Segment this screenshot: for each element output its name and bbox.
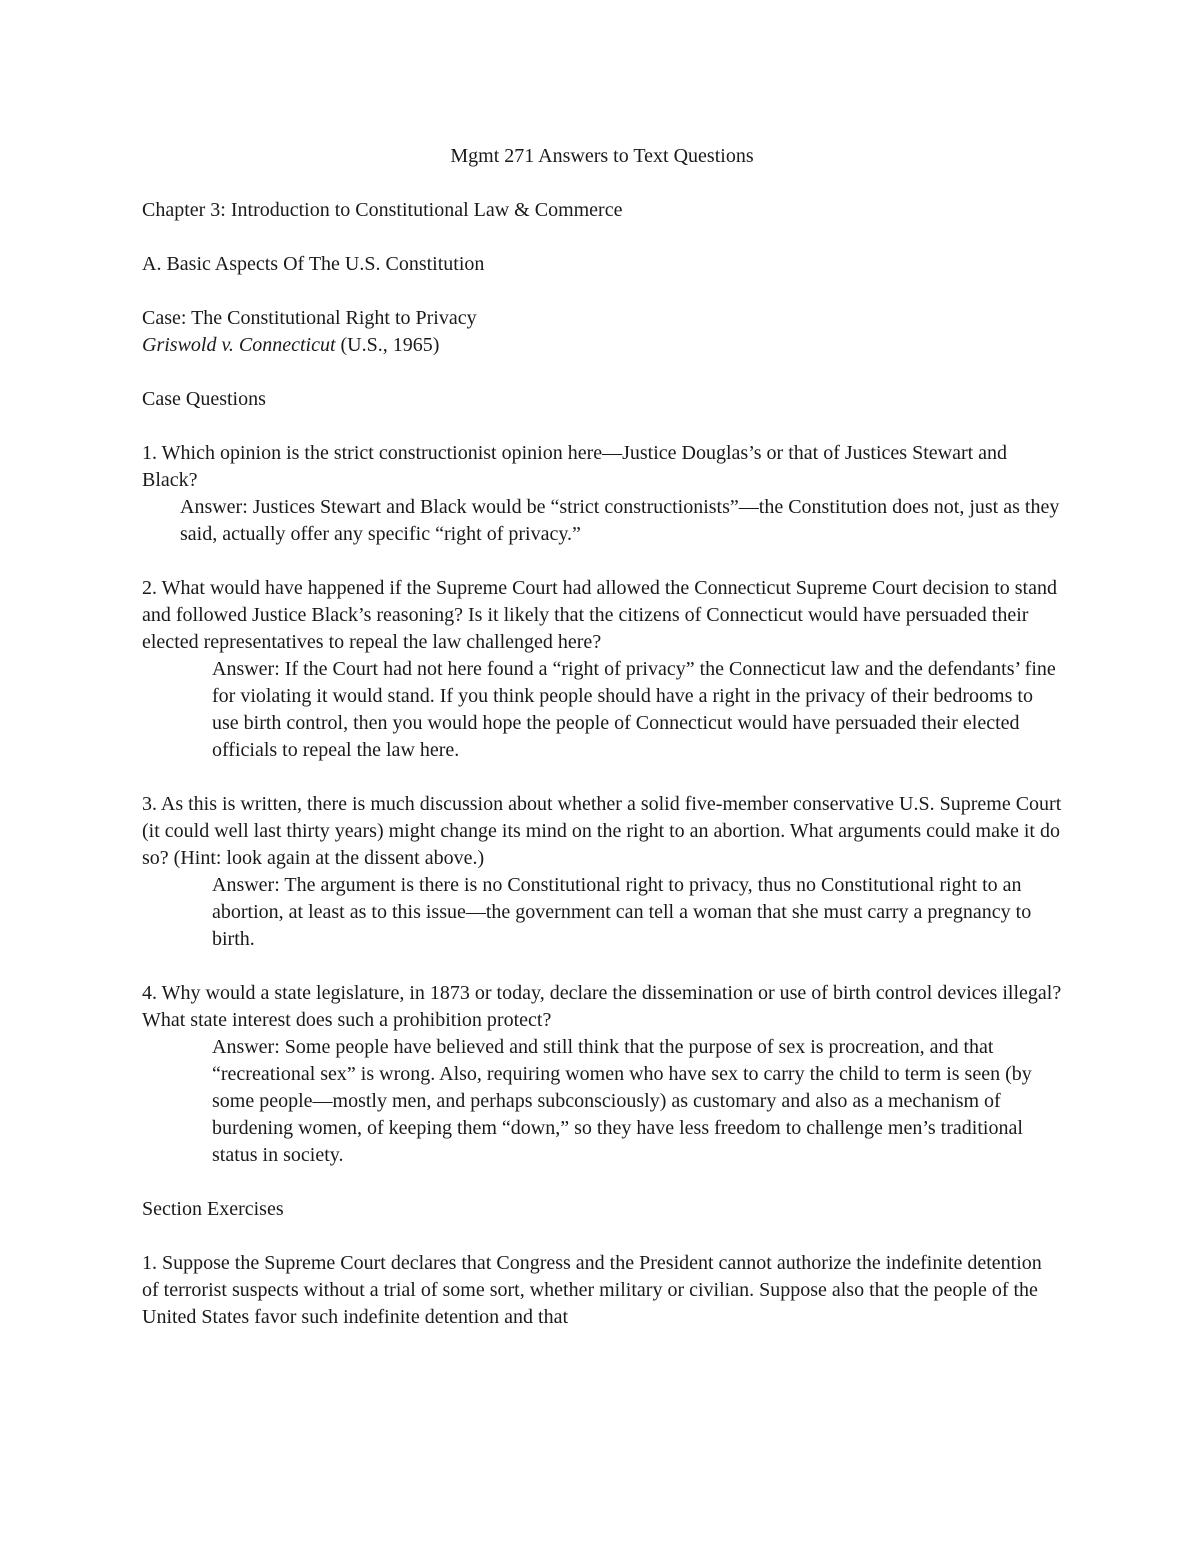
- question-text: 3. As this is written, there is much discussion about whether a solid five-member conservative U.S. Supreme Court (it could well last thirty years) might change its mind on the right to an abortion. What arguments could make it do so? (Hint: look again at the dissent above.): [142, 793, 1062, 869]
- chapter-heading: Chapter 3: Introduction to Constitutional Law & Commerce: [142, 199, 623, 221]
- question-text: 2. What would have happened if the Supreme Court had allowed the Connecticut Supreme Court decision to stand and followed Justice Black’s reasoning? Is it likely that the citizens of Connecticut would have persuaded their elected representatives to repeal the law challenged here?: [142, 577, 1057, 653]
- case-citation: (U.S., 1965): [335, 334, 440, 356]
- question-block-2: [142, 575, 1062, 764]
- document-body: [142, 143, 1062, 1358]
- answer-text: Answer: The argument is there is no Constitutional right to privacy, thus no Constitutional right to an abortion, at least as to this issue—the government can tell a woman that she must carry a pregnancy to birth.: [212, 874, 1032, 950]
- case-name-line: [142, 332, 1062, 359]
- document-title: Mgmt 271 Answers to Text Questions: [450, 145, 754, 167]
- question-block-4: [142, 980, 1062, 1169]
- answer-text: Answer: Justices Stewart and Black would be “strict constructionists”—the Constitution does not, just as they said, actually offer any specific “right of privacy.”: [180, 496, 1060, 545]
- exercise-1-text: 1. Suppose the Supreme Court declares that Congress and the President cannot authorize the indefinite detention of terrorist suspects without a trial of some sort, whether military or civilian. Suppose also that the people of the United States favor such indefinite detention and that: [142, 1252, 1042, 1328]
- question-block-3: [142, 791, 1062, 953]
- section-a-heading: A. Basic Aspects Of The U.S. Constitution: [142, 253, 485, 275]
- answer-text: Answer: Some people have believed and still think that the purpose of sex is procreation, and that “recreational sex” is wrong. Also, requiring women who have sex to carry the child to term is seen (by some people—mostly men, and perhaps subconsciously) as customary and also as a mechanism of burdening women, of keeping them “down,” so they have less freedom to challenge men’s traditional status in society.: [212, 1036, 1032, 1166]
- answer-text: Answer: If the Court had not here found a “right of privacy” the Connecticut law and the defendants’ fine for violating it would stand. If you think people should have a right in the privacy of their bedrooms to use birth control, then you would hope the people of Connecticut would have persuaded their elected officials to repeal the law here.: [212, 658, 1056, 761]
- section-exercises-heading: Section Exercises: [142, 1198, 284, 1220]
- question-block-1: [142, 440, 1062, 548]
- question-text: 4. Why would a state legislature, in 1873 or today, declare the dissemination or use of birth control devices illegal? What state interest does such a prohibition protect?: [142, 982, 1062, 1031]
- case-heading: Case: The Constitutional Right to Privacy: [142, 307, 477, 329]
- case-questions-heading: Case Questions: [142, 388, 266, 410]
- case-name: Griswold v. Connecticut: [142, 334, 336, 356]
- case-block: [142, 305, 1062, 359]
- question-text: 1. Which opinion is the strict constructionist opinion here—Justice Douglas’s or that of Justices Stewart and Black?: [142, 442, 1008, 491]
